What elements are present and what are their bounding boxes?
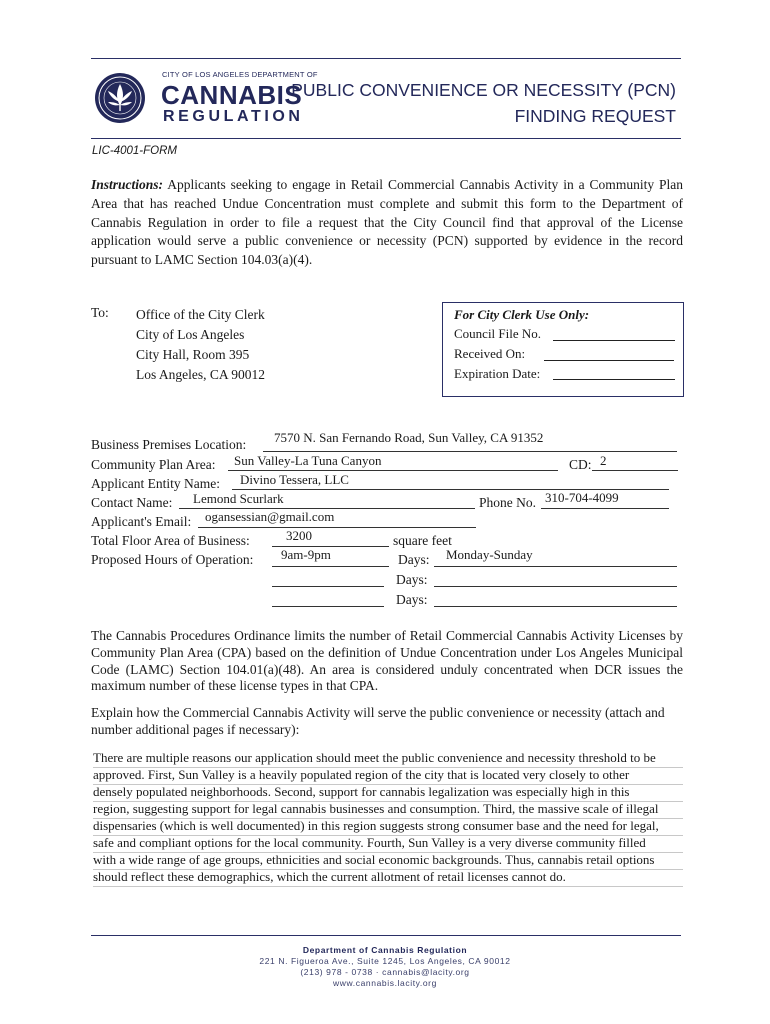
floor-area-value: 3200: [286, 528, 312, 543]
response-line: approved. First, Sun Valley is a heavily populated region of the city that is located very closely to other: [93, 767, 630, 782]
cpa-label: Community Plan Area:: [91, 457, 216, 472]
council-file-field[interactable]: [553, 340, 675, 341]
document-title: [291, 77, 676, 129]
response-line: There are multiple reasons our application should meet the public convenience and necessity threshold to be: [93, 750, 656, 765]
contact-label: Contact Name:: [91, 495, 173, 510]
cpa-value: Sun Valley-La Tuna Canyon: [234, 453, 382, 468]
premises-value: 7570 N. San Fernando Road, Sun Valley, CA 91352: [274, 430, 544, 445]
recipient-address: [136, 305, 265, 385]
footer-rule: [91, 935, 681, 936]
contact-value: Lemond Scurlark: [193, 491, 284, 506]
explain-prompt: Explain how the Commercial Cannabis Activity will serve the public convenience or necessity (attach and number additional pages if necessary):: [91, 705, 665, 737]
hours-field-3[interactable]: [272, 606, 384, 607]
cd-label: CD:: [569, 457, 592, 472]
entity-value: Divino Tessera, LLC: [240, 472, 349, 487]
hours-field-1[interactable]: [272, 566, 389, 567]
instructions-label: Instructions:: [91, 177, 164, 192]
response-line: region, suggesting support for legal cannabis businesses and consumption. Third, the massive scale of illegal: [93, 801, 659, 816]
premises-field[interactable]: [263, 451, 677, 452]
city-clerk-box: [442, 302, 684, 397]
logo-word-cannabis: CANNABIS: [161, 80, 303, 110]
email-field[interactable]: [198, 527, 476, 528]
floor-area-unit: square feet: [393, 533, 452, 548]
address-line: Los Angeles, CA 90012: [136, 367, 266, 382]
response-rule: [93, 886, 683, 887]
logo-word-regulation: REGULATION: [163, 108, 304, 125]
council-file-label: Council File No.: [454, 326, 542, 341]
clerk-box-title: For City Clerk Use Only:: [454, 307, 590, 322]
response-line: dispensaries (which is well documented) in this region suggests strong consumer base and the need for legal,: [93, 818, 659, 833]
footer-address: 221 N. Figueroa Ave., Suite 1245, Los Angeles, CA 90012: [259, 956, 511, 966]
cd-value: 2: [600, 453, 607, 468]
undue-concentration-paragraph: The Cannabis Procedures Ordinance limits the number of Retail Commercial Cannabis Activity Licenses by Community Plan Area (CPA) based on the definition of Undue Concentration under Los Angeles Municipal Code (LAMC) Section 104.01(a)(48). An area is considered unduly concentrated when DCR issues the maximum number of these license types in that CPA.: [91, 628, 683, 694]
phone-value: 310-704-4099: [545, 490, 619, 505]
footer-website[interactable]: www.cannabis.lacity.org: [333, 978, 437, 988]
cpa-field[interactable]: [228, 470, 558, 471]
footer-contact: (213) 978 - 0738 · cannabis@lacity.org: [300, 967, 470, 977]
title-line-2: FINDING REQUEST: [514, 106, 676, 126]
footer-dept-name: Department of Cannabis Regulation: [302, 945, 468, 955]
response-line: safe and compliant options for the local community. Fourth, Sun Valley is a very diverse community filled: [93, 835, 646, 850]
address-line: Office of the City Clerk: [136, 307, 265, 322]
city-seal-icon: [94, 72, 146, 124]
hours-value: 9am-9pm: [281, 547, 331, 562]
cd-field[interactable]: [592, 470, 678, 471]
entity-label: Applicant Entity Name:: [91, 476, 220, 491]
to-label: To:: [91, 305, 109, 320]
expiration-date-label: Expiration Date:: [454, 366, 541, 381]
days-field-2[interactable]: [434, 586, 677, 587]
hours-field-2[interactable]: [272, 586, 384, 587]
received-on-field[interactable]: [544, 360, 674, 361]
address-line: City of Los Angeles: [136, 327, 245, 342]
premises-label: Business Premises Location:: [91, 437, 247, 452]
response-line: should reflect these demographics, which the current allotment of retail licenses cannot do.: [93, 869, 566, 884]
hours-label: Proposed Hours of Operation:: [91, 552, 254, 567]
expiration-date-field[interactable]: [553, 379, 675, 380]
header-bottom-rule: [91, 138, 681, 139]
dept-small-caption: CITY OF LOS ANGELES DEPARTMENT OF: [162, 70, 318, 79]
title-line-1: PUBLIC CONVENIENCE OR NECESSITY (PCN): [291, 80, 676, 100]
response-line: densely populated neighborhoods. Second, support for cannabis legalization was especially high in this: [93, 784, 630, 799]
phone-label: Phone No.: [479, 495, 536, 510]
email-label: Applicant's Email:: [91, 514, 192, 529]
form-id: LIC-4001-FORM: [92, 145, 177, 157]
response-line: with a wide range of age groups, ethnicities and social economic backgrounds. Thus, cannabis retail options: [93, 852, 655, 867]
days-value: Monday-Sunday: [446, 547, 533, 562]
email-value: ogansessian@gmail.com: [205, 509, 335, 524]
phone-field[interactable]: [541, 508, 669, 509]
instructions-text: Applicants seeking to engage in Retail Commercial Cannabis Activity in a Community Plan Area that has reached Undue Concentration must complete and submit this form to the Department of Cannabis Regulation in order to file a request that the City Council find that approval of the License application would serve a public convenience or necessity (PCN) supported by evidence in the record pursuant to LAMC Section 104.03(a)(4).: [91, 177, 683, 268]
floor-area-label: Total Floor Area of Business:: [91, 533, 250, 548]
days-field-3[interactable]: [434, 606, 677, 607]
instructions: [91, 176, 683, 270]
header-top-rule: [91, 58, 681, 59]
days-label: Days:: [396, 592, 428, 607]
address-line: City Hall, Room 395: [136, 347, 250, 362]
received-on-label: Received On:: [454, 346, 526, 361]
days-label: Days:: [396, 572, 428, 587]
days-field-1[interactable]: [434, 566, 677, 567]
days-label: Days:: [398, 552, 430, 567]
